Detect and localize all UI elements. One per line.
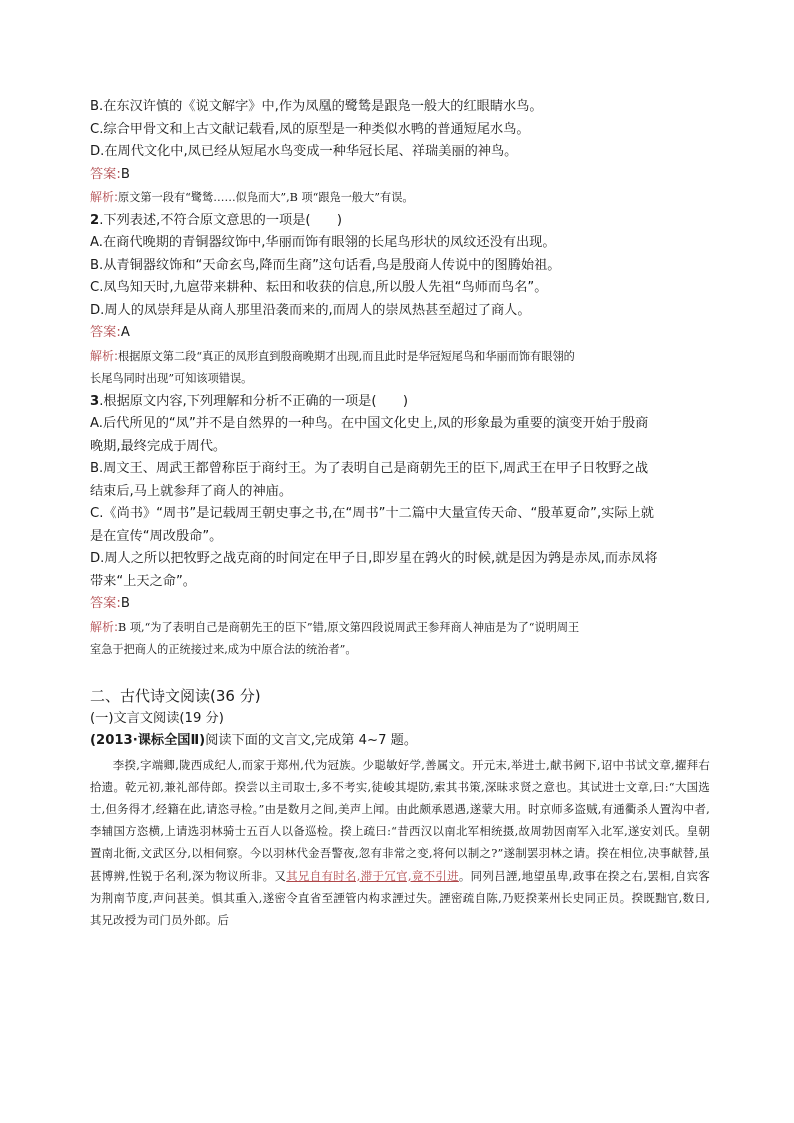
answer-value: B: [120, 166, 130, 182]
q2-option-d: D.周人的凤崇拜是从商人那里沿袭而来的,而周人的崇凤热甚至超过了商人。: [90, 302, 531, 318]
q1-option-b: B.在东汉许慎的《说文解字》中,作为凤凰的鹭鸶是跟凫一般大的红眼睛水鸟。: [90, 99, 543, 114]
explanation-label: 解析:: [90, 348, 119, 363]
passage-source: [90, 730, 710, 752]
q2-stem: [90, 210, 710, 233]
explanation-label: 解析:: [90, 190, 119, 204]
explanation-label: 解析:: [90, 619, 119, 634]
q3-option-a-cont: 晚期,最终完成于周代。: [90, 438, 227, 454]
q1-option-d: D.在周代文化中,凤已经从短尾水鸟变成一种华冠长尾、祥瑞美丽的神鸟。: [90, 144, 518, 159]
question-number: 2: [90, 212, 100, 228]
q3-stem: [90, 391, 710, 414]
q2-explanation: [90, 345, 710, 369]
q2-option-c: C.凤鸟知天时,九扈带来耕种、耘田和收获的信息,所以殷人先祖“鸟师而鸟名”。: [90, 280, 548, 295]
q3-option-d: D.周人之所以把牧野之战克商的时间定在甲子日,即岁星在鹑火的时候,就是因为鹑是赤凤,而赤凤将: [90, 551, 658, 566]
q3-option-d-cont: 带来“上天之命”。: [90, 573, 196, 589]
explanation-text: 根据原文第二段“真正的凤形直到殷商晚期才出现,而且此时是华冠短尾鸟和华丽而饰有眼翎的: [118, 349, 575, 363]
page: [90, 96, 710, 931]
question-text: .下列表述,不符合原文意思的一项是( ): [99, 212, 343, 228]
answer-label: 答案:: [90, 325, 121, 340]
classical-passage: [90, 754, 710, 932]
q3-explanation-cont: 室急于把商人的正统接过来,成为中原合法的统治者”。: [90, 643, 357, 656]
q2-option-b: B.从青铜器纹饰和“天命玄鸟,降而生商”这句话看,鸟是殷商人传说中的图腾始祖。: [90, 257, 561, 273]
q1-explanation: [90, 186, 710, 210]
passage-underlined-sentence: 其兄自有时名,滞于冗官,竟不引进: [286, 868, 459, 883]
explanation-text: B 项,“为了表明自己是商朝先王的臣下”错,原文第四段说周武王参拜商人神庙是为了“说明周王: [118, 620, 580, 634]
q3-explanation: [90, 616, 710, 640]
q3-option-b-cont: 结束后,马上就参拜了商人的神庙。: [90, 483, 293, 499]
question-number: 3: [90, 393, 100, 409]
subsection-title: (一)文言文阅读(19 分): [90, 710, 224, 726]
answer-value: B: [120, 596, 130, 611]
source-instruction: 阅读下面的文言文,完成第 4~7 题。: [205, 732, 418, 748]
explanation-text: 原文第一段有“鹭鸶……似凫而大”,B 项“跟凫一般大”有误。: [118, 191, 414, 204]
q2-option-a: A.在商代晚期的青铜器纹饰中,华丽而饰有眼翎的长尾鸟形状的凤纹还没有出现。: [90, 235, 556, 250]
passage-text-cont: 。同列吕諲,地望虽卑,政事在揆之右,罢相,自宾客为荆南节度,声问甚美。惧其重入,遂密令直省至諲管内构求諲过失。諲密疏自陈,乃贬揆莱州长史同正员。揆既黜官,数日,其兄改授为司门员外郎。后: [90, 868, 710, 927]
q2-answer: [90, 322, 710, 345]
answer-value: A: [120, 325, 130, 340]
q3-option-c: C.《尚书》“周书”是记载周王朝史事之书,在“周书”十二篇中大量宣传天命、“殷革夏命”,实际上就: [90, 506, 654, 521]
section-title: 二、古代诗文阅读(36 分): [90, 686, 261, 705]
answer-label: 答案:: [90, 166, 121, 182]
q3-option-a: A.后代所见的“凤”并不是自然界的一种鸟。在中国文化史上,凤的形象最为重要的演变开始于殷商: [90, 416, 649, 431]
question-text: .根据原文内容,下列理解和分析不正确的一项是( ): [99, 393, 408, 409]
q1-answer: [90, 164, 710, 187]
q3-option-c-cont: 是在宣传“周改殷命”。: [90, 528, 223, 544]
answer-label: 答案:: [90, 596, 121, 611]
q2-explanation-cont: 长尾鸟同时出现”可知该项错误。: [90, 372, 253, 385]
passage-text: 李揆,字端卿,陇西成纪人,而家于郑州,代为冠族。少聪敏好学,善属文。开元末,举进士,献书阙下,诏中书试文章,擢拜右拾遗。乾元初,兼礼部侍郎。揆尝以主司取士,多不考实,徒峻其堤防,索其书策,深昧求贤之意也。其试进士文章,曰:“大国选士,但务得才,经籍在此,请恣寻检。”由是数月之间,美声上闻。由此颇承恩遇,遂蒙大用。时京师多盗贼,有通衢杀人置沟中者,李辅国方恣横,上请选羽林骑士五百人以备巡检。揆上疏曰:“昔西汉以南北军相统摄,故周勃因南军入北军,遂安刘氏。皇朝置南北衙,文武区分,以相伺察。今以羽林代金吾警夜,忽有非常之变,将何以制之?”遂制罢羽林之请。揆在相位,决事献替,虽甚博辨,性锐于名利,深为物议所非。又: [90, 757, 710, 883]
q1-option-c: C.综合甲骨文和上古文献记载看,凤的原型是一种类似水鸭的普通短尾水鸟。: [90, 121, 530, 137]
q3-answer: [90, 593, 710, 616]
source-tag: (2013·课标全国Ⅱ): [90, 732, 206, 748]
q3-option-b: B.周文王、周武王都曾称臣于商纣王。为了表明自己是商朝先王的臣下,周武王在甲子日牧野之战: [90, 461, 649, 476]
